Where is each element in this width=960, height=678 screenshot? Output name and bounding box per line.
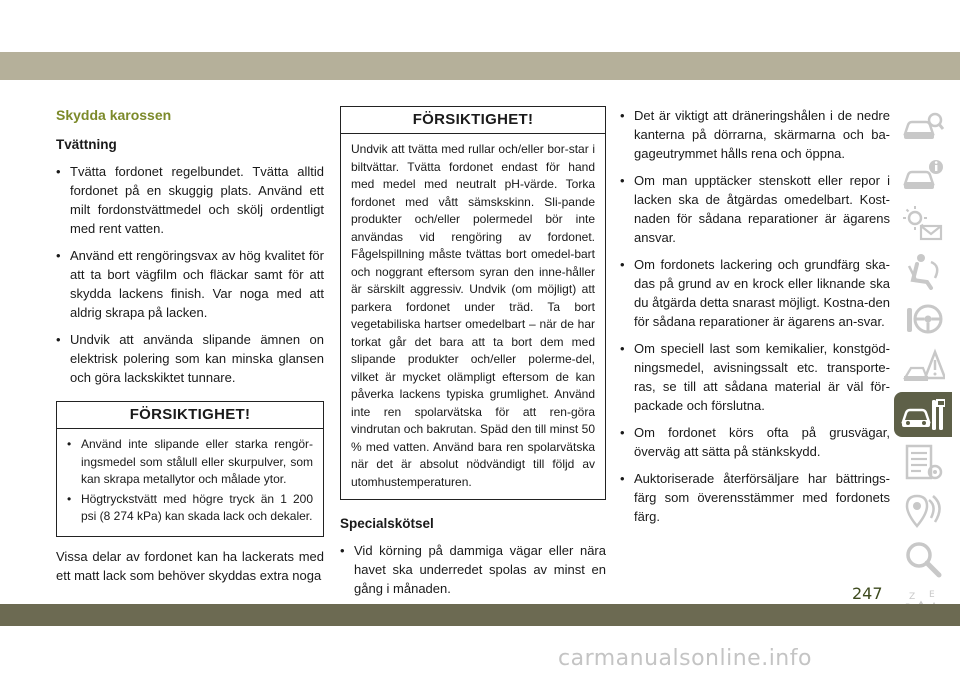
tab-in-case-of-emergency[interactable] bbox=[894, 344, 952, 389]
svg-text:Z: Z bbox=[909, 591, 916, 602]
specifications-list-icon bbox=[901, 444, 945, 482]
subhead-special-care: Specialskötsel bbox=[340, 516, 434, 531]
tab-getting-started[interactable] bbox=[894, 152, 952, 197]
car-search-icon bbox=[901, 108, 945, 146]
page-number: 247 bbox=[852, 584, 883, 603]
tab-safety[interactable] bbox=[894, 248, 952, 293]
list-item: • Om speciell last som kemikalier, konstgöd-ningsmedel, avisningssalt etc. transporte-ras, se till att sådana material är väl för-packade och förslutna. bbox=[620, 339, 890, 415]
caution-title: FÖRSIKTIGHET! bbox=[57, 402, 323, 429]
multimedia-icon bbox=[901, 492, 945, 530]
caution-box-2 bbox=[340, 106, 606, 500]
column-middle bbox=[340, 106, 606, 606]
list-item: • Använd inte slipande eller starka rengör-ingsmedel som stålull eller skurpulver, som kan skrapa metallytor och målade ytor. bbox=[67, 436, 313, 489]
list-item: • Auktoriserade återförsäljare har bättrings-färg som överensstämmer med fordonets färg. bbox=[620, 469, 890, 526]
list-item: • Högtryckstvätt med högre tryck än 1 200 psi (8 274 kPa) kan skada lack och dekaler. bbox=[67, 491, 313, 526]
tab-vehicle-overview[interactable] bbox=[894, 104, 952, 149]
caution-title: FÖRSIKTIGHET! bbox=[341, 107, 605, 134]
tab-servicing-maintenance[interactable] bbox=[894, 392, 952, 437]
search-index-icon bbox=[901, 540, 945, 578]
subhead-washing: Tvättning bbox=[56, 137, 117, 152]
column-left bbox=[56, 106, 324, 585]
list-item: • Vid körning på dammiga vägar eller nära havet ska underredet spolas av minst en gång i månaden. bbox=[340, 541, 606, 598]
caution-box-1 bbox=[56, 401, 324, 537]
footer-band bbox=[0, 604, 960, 626]
watermark: carmanualsonline.info bbox=[558, 646, 812, 671]
car-service-tools-icon bbox=[901, 396, 945, 434]
body-text: Vissa delar av fordonet kan ha lackerats med ett matt lack som behöver skyddas extra noga bbox=[56, 548, 324, 583]
caution-text: Undvik att tvätta med rullar och/eller bor-star i biltvättar. Tvätta fordonet endast för hand med medel med neutralt pH-värde. Torka fordonet med vått sämskskinn. Sli-pande produkter och/eller polermedel bör inte användas vid rengöring av fordonet. Fågelspillning måste tvättas bort omedel-bart och noggrant eftersom syran den inne-håller är särskilt aggressiv. Undvik (om möjligt) att parkera fordonet under träd. Ta bort vegetabiliska hartser omedelbart – när de har torkat går det bara att ta bort dem med slipande produkter och/eller polerme-del, vilket är mycket olämpligt eftersom de kan påverka lackens typiska grumlighet. Använd inte ren spolarvätska för att ren-göra vindrutan och bakrutan. Späd den till minst 50 % med vatten. Använd bara ren spolarvätska när det är absolut nödvändigt till följd av utomhustemperaturen. bbox=[351, 142, 595, 489]
list-item: • Om man upptäcker stenskott eller repor i lacken ska de åtgärdas omedelbart. Kost-naden för sådana reparationer är ägarens ansvar. bbox=[620, 171, 890, 247]
list-item: • Om fordonet körs ofta på grusvägar, överväg att sätta på stänkskydd. bbox=[620, 423, 890, 461]
list-item: • Använd ett rengöringsvax av hög kvalitet för att ta bort vägfilm och fläckar samt för att skydda lackens finish. Var noga med att aldrig skrapa på lacken. bbox=[56, 246, 324, 322]
care-list bbox=[620, 106, 890, 526]
tab-instrument-panel[interactable] bbox=[894, 200, 952, 245]
column-right bbox=[620, 106, 890, 534]
caution-list bbox=[67, 436, 313, 526]
list-item: • Tvätta fordonet regelbundet. Tvätta alltid fordonet på en skuggig plats. Använd ett milt fordonstvättmedel och skölj ordentligt med rent vatten. bbox=[56, 162, 324, 238]
special-care-list bbox=[340, 541, 606, 598]
svg-text:E: E bbox=[929, 589, 935, 600]
steering-wheel-icon bbox=[901, 300, 945, 338]
seat-airbag-icon bbox=[901, 252, 945, 290]
chapter-tabs bbox=[894, 104, 954, 632]
roadside-warning-icon bbox=[901, 348, 945, 386]
section-title: Skydda karossen bbox=[56, 107, 172, 123]
list-item: • Om fordonets lackering och grundfärg ska-das på grund av en krock eller liknande ska du åtgärda detta snarast möjligt. Kostna-den för sådana reparationer är ägarens an-svar. bbox=[620, 255, 890, 331]
washing-list bbox=[56, 162, 324, 387]
car-info-icon bbox=[901, 156, 945, 194]
header-band bbox=[0, 52, 960, 80]
warning-lights-message-icon bbox=[901, 204, 945, 242]
tab-multimedia[interactable] bbox=[894, 488, 952, 533]
tab-starting-operating[interactable] bbox=[894, 296, 952, 341]
list-item: • Undvik att använda slipande ämnen on elektrisk polering som kan minska glansen och göra lackskiktet tunnare. bbox=[56, 330, 324, 387]
tab-technical-specifications[interactable] bbox=[894, 440, 952, 485]
tab-customer-assistance[interactable] bbox=[894, 536, 952, 581]
list-item: • Det är viktigt att dräneringshålen i de nedre kanterna på dörrarna, skärmarna och ba-gageutrymmet hålls rena och öppna. bbox=[620, 106, 890, 163]
